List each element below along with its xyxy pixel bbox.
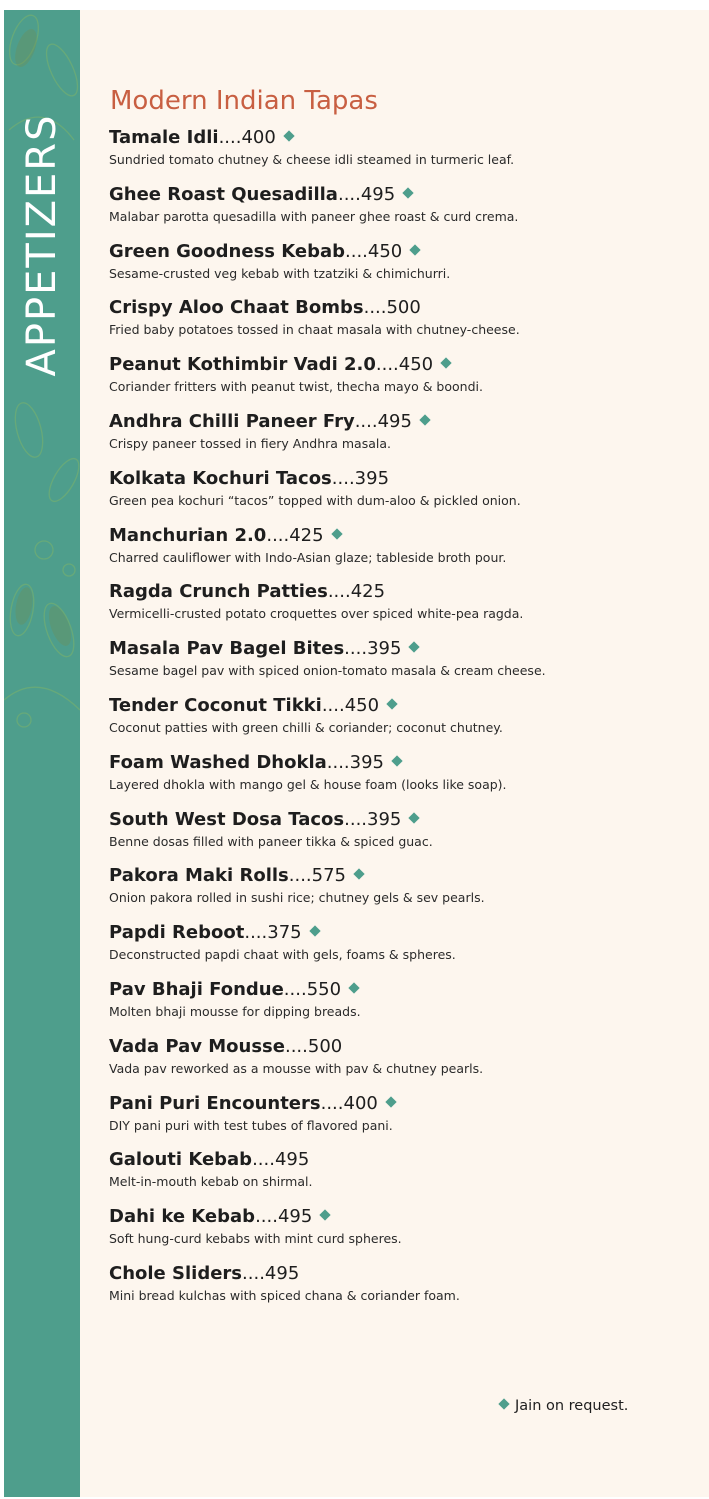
jain-diamond-icon [386,698,397,709]
price-separator: .... [321,694,345,716]
menu-item-heading [109,1148,689,1172]
menu-item [109,1092,689,1149]
menu-item-description: Malabar parotta quesadilla with paneer ghee roast & curd crema. [109,208,519,224]
jain-diamond-icon [391,755,402,766]
menu-item-heading [109,126,689,150]
menu-item-name: Masala Pav Bagel Bites [109,638,345,660]
menu-item-heading [109,524,689,548]
menu-item-heading [109,637,689,661]
menu-item-name: Dahi ke Kebab [109,1206,256,1228]
menu-item-name: Pav Bhaji Fondue [109,978,284,1000]
menu-item [109,864,689,921]
menu-item [109,467,689,524]
menu-item-description: Fried baby potatoes tossed in chaat masala with chutney-cheese. [109,322,520,338]
menu-item [109,921,689,978]
menu-item-description: Soft hung-curd kebabs with mint curd spheres. [109,1231,402,1247]
menu-item-name: Papdi Reboot [109,922,245,944]
menu-item-heading [109,410,689,434]
menu-item-name: Pani Puri Encounters [109,1092,321,1114]
menu-item [109,1205,689,1262]
menu-item-heading [109,467,689,491]
menu-item-description: Vermicelli-crusted potato croquettes over spiced white-pea ragda. [109,606,524,622]
menu-item-description: Vada pav reworked as a mousse with pav & chutney pearls. [109,1060,484,1076]
menu-item-name: Manchurian 2.0 [109,524,267,546]
footnote [500,1398,628,1414]
menu-item-name: Pakora Maki Rolls [109,865,289,887]
category-title: APPETIZERS [19,113,65,377]
menu-item-description: Melt-in-mouth kebab on shirmal. [109,1174,313,1190]
footnote-text: Jain on request. [515,1398,629,1414]
price-separator: .... [363,297,387,319]
menu-content [80,10,709,1497]
menu-item-description: Onion pakora rolled in sushi rice; chutney gels & sev pearls. [109,890,485,906]
menu-item-description: Coriander fritters with peanut twist, thecha mayo & boondi. [109,379,483,395]
menu-item-name: Galouti Kebab [109,1149,253,1171]
menu-item-heading [109,580,689,604]
menu-item-description: Crispy paneer tossed in fiery Andhra masala. [109,435,392,451]
menu-item-description: Mini bread kulchas with spiced chana & coriander foam. [109,1287,460,1303]
price-separator: .... [242,1262,265,1284]
menu-item-price: 495 [377,410,412,432]
jain-diamond-icon [385,1096,396,1107]
jain-diamond-icon [403,187,414,198]
menu-item-price: 495 [277,1206,313,1228]
price-separator: .... [255,1206,278,1228]
menu-item-name: Foam Washed Dhokla [109,751,327,773]
menu-item-description: Molten bhaji mousse for dipping breads. [109,1003,361,1019]
price-separator: .... [327,581,351,603]
menu-item-heading [109,694,689,718]
price-separator: .... [375,354,399,376]
section-title: Modern Indian Tapas [110,86,378,116]
menu-item-price: 425 [350,581,386,603]
menu-item-name: Ragda Crunch Patties [109,581,328,603]
sidebar-band [4,10,80,1497]
price-separator: .... [288,865,312,887]
menu-item [109,1035,689,1092]
menu-item-heading [109,864,689,888]
menu-item-heading [109,751,689,775]
jain-diamond-icon [498,1398,509,1409]
menu-item-heading [109,1262,689,1286]
menu-item-name: South West Dosa Tacos [109,808,345,830]
price-separator: .... [283,978,307,1000]
menu-item-description: Sesame-crusted veg kebab with tzatziki & chimichurri. [109,265,451,281]
menu-item-name: Kolkata Kochuri Tacos [109,467,332,489]
price-separator: .... [244,922,268,944]
price-separator: .... [320,1092,344,1114]
menu-item-heading [109,808,689,832]
price-separator: .... [345,240,368,262]
menu-item-description: Coconut patties with green chilli & coriander; coconut chutney. [109,719,503,735]
menu-item-description: Benne dosas filled with paneer tikka & spiced guac. [109,833,433,849]
jain-diamond-icon [331,528,342,539]
menu-item [109,524,689,581]
menu-item-description: DIY pani puri with test tubes of flavored pani. [109,1117,393,1133]
menu-item [109,1148,689,1205]
menu-item-description: Layered dhokla with mango gel & house foam (looks like soap). [109,776,507,792]
jain-diamond-icon [440,358,451,369]
menu-item-heading [109,1035,689,1059]
menu-item-name: Crispy Aloo Chaat Bombs [109,297,364,319]
menu-item [109,240,689,297]
price-separator: .... [218,127,242,148]
menu-item [109,126,689,183]
menu-item [109,694,689,751]
menu-item-description: Sesame bagel pav with spiced onion-tomato masala & cream cheese. [109,663,546,679]
menu-item [109,751,689,808]
menu-item [109,808,689,865]
jain-diamond-icon [409,812,420,823]
menu-item-description: Charred cauliflower with Indo-Asian glaze; tableside broth pour. [109,549,507,565]
menu-item-price: 575 [311,865,346,887]
menu-item-price: 495 [360,183,396,205]
menu-item-name: Green Goodness Kebab [109,240,346,262]
menu-item-heading [109,353,689,377]
menu-item-price: 400 [241,127,276,148]
menu-item-heading [109,240,689,264]
price-separator: .... [354,410,378,432]
menu-item [109,296,689,353]
menu-item-name: Chole Sliders [109,1262,243,1284]
menu-item-price: 395 [349,751,385,773]
menu-item-price: 395 [367,808,402,830]
menu-item-description: Sundried tomato chutney & cheese idli steamed in turmeric leaf. [109,152,515,167]
menu-item-heading [109,978,689,1002]
menu-item-price: 400 [343,1092,378,1114]
menu-item-price: 450 [344,694,380,716]
menu-item-price: 500 [386,297,421,319]
menu-item [109,183,689,240]
price-separator: .... [331,467,355,489]
price-separator: .... [344,808,368,830]
menu-item-heading [109,1092,689,1116]
jain-diamond-icon [409,642,420,653]
menu-item-name: Peanut Kothimbir Vadi 2.0 [109,354,376,376]
menu-item-price: 450 [367,240,403,262]
price-separator: .... [344,638,368,660]
menu-item-price: 550 [306,978,342,1000]
menu-item [109,637,689,694]
jain-diamond-icon [353,869,364,880]
menu-item-description: Deconstructed papdi chaat with gels, foams & spheres. [109,947,456,963]
menu-item [109,1262,689,1319]
menu-item-heading [109,921,689,945]
menu-item-price: 425 [289,524,324,546]
price-separator: .... [266,524,290,546]
menu-item-name: Vada Pav Mousse [109,1035,285,1057]
price-separator: .... [337,183,361,205]
menu-item [109,580,689,637]
jain-diamond-icon [320,1209,331,1220]
menu-item-price: 395 [367,638,402,660]
menu-item [109,410,689,467]
jain-diamond-icon [283,130,294,141]
menu-item-price: 450 [398,354,434,376]
jain-diamond-icon [348,982,359,993]
menu-item-price: 375 [267,922,302,944]
price-separator: .... [284,1035,308,1057]
menu-item-heading [109,296,689,320]
menu-item-list [109,126,689,1319]
menu-item-price: 495 [264,1262,300,1284]
menu-item-price: 495 [274,1149,310,1171]
menu-item-heading [109,1205,689,1229]
menu-item-price: 500 [307,1035,343,1057]
price-separator: .... [252,1149,275,1171]
menu-item-name: Tamale Idli [109,127,219,148]
jain-diamond-icon [410,244,421,255]
menu-item-name: Andhra Chilli Paneer Fry [109,410,355,432]
price-separator: .... [326,751,350,773]
menu-item-description: Green pea kochuri “tacos” topped with dum-aloo & pickled onion. [109,492,521,508]
menu-item [109,978,689,1035]
jain-diamond-icon [419,414,430,425]
menu-item-name: Tender Coconut Tikki [109,694,322,716]
menu-item-heading [109,183,689,207]
menu-item-price: 395 [354,467,390,489]
menu-item-name: Ghee Roast Quesadilla [109,183,338,205]
menu-item [109,353,689,410]
jain-diamond-icon [309,925,320,936]
